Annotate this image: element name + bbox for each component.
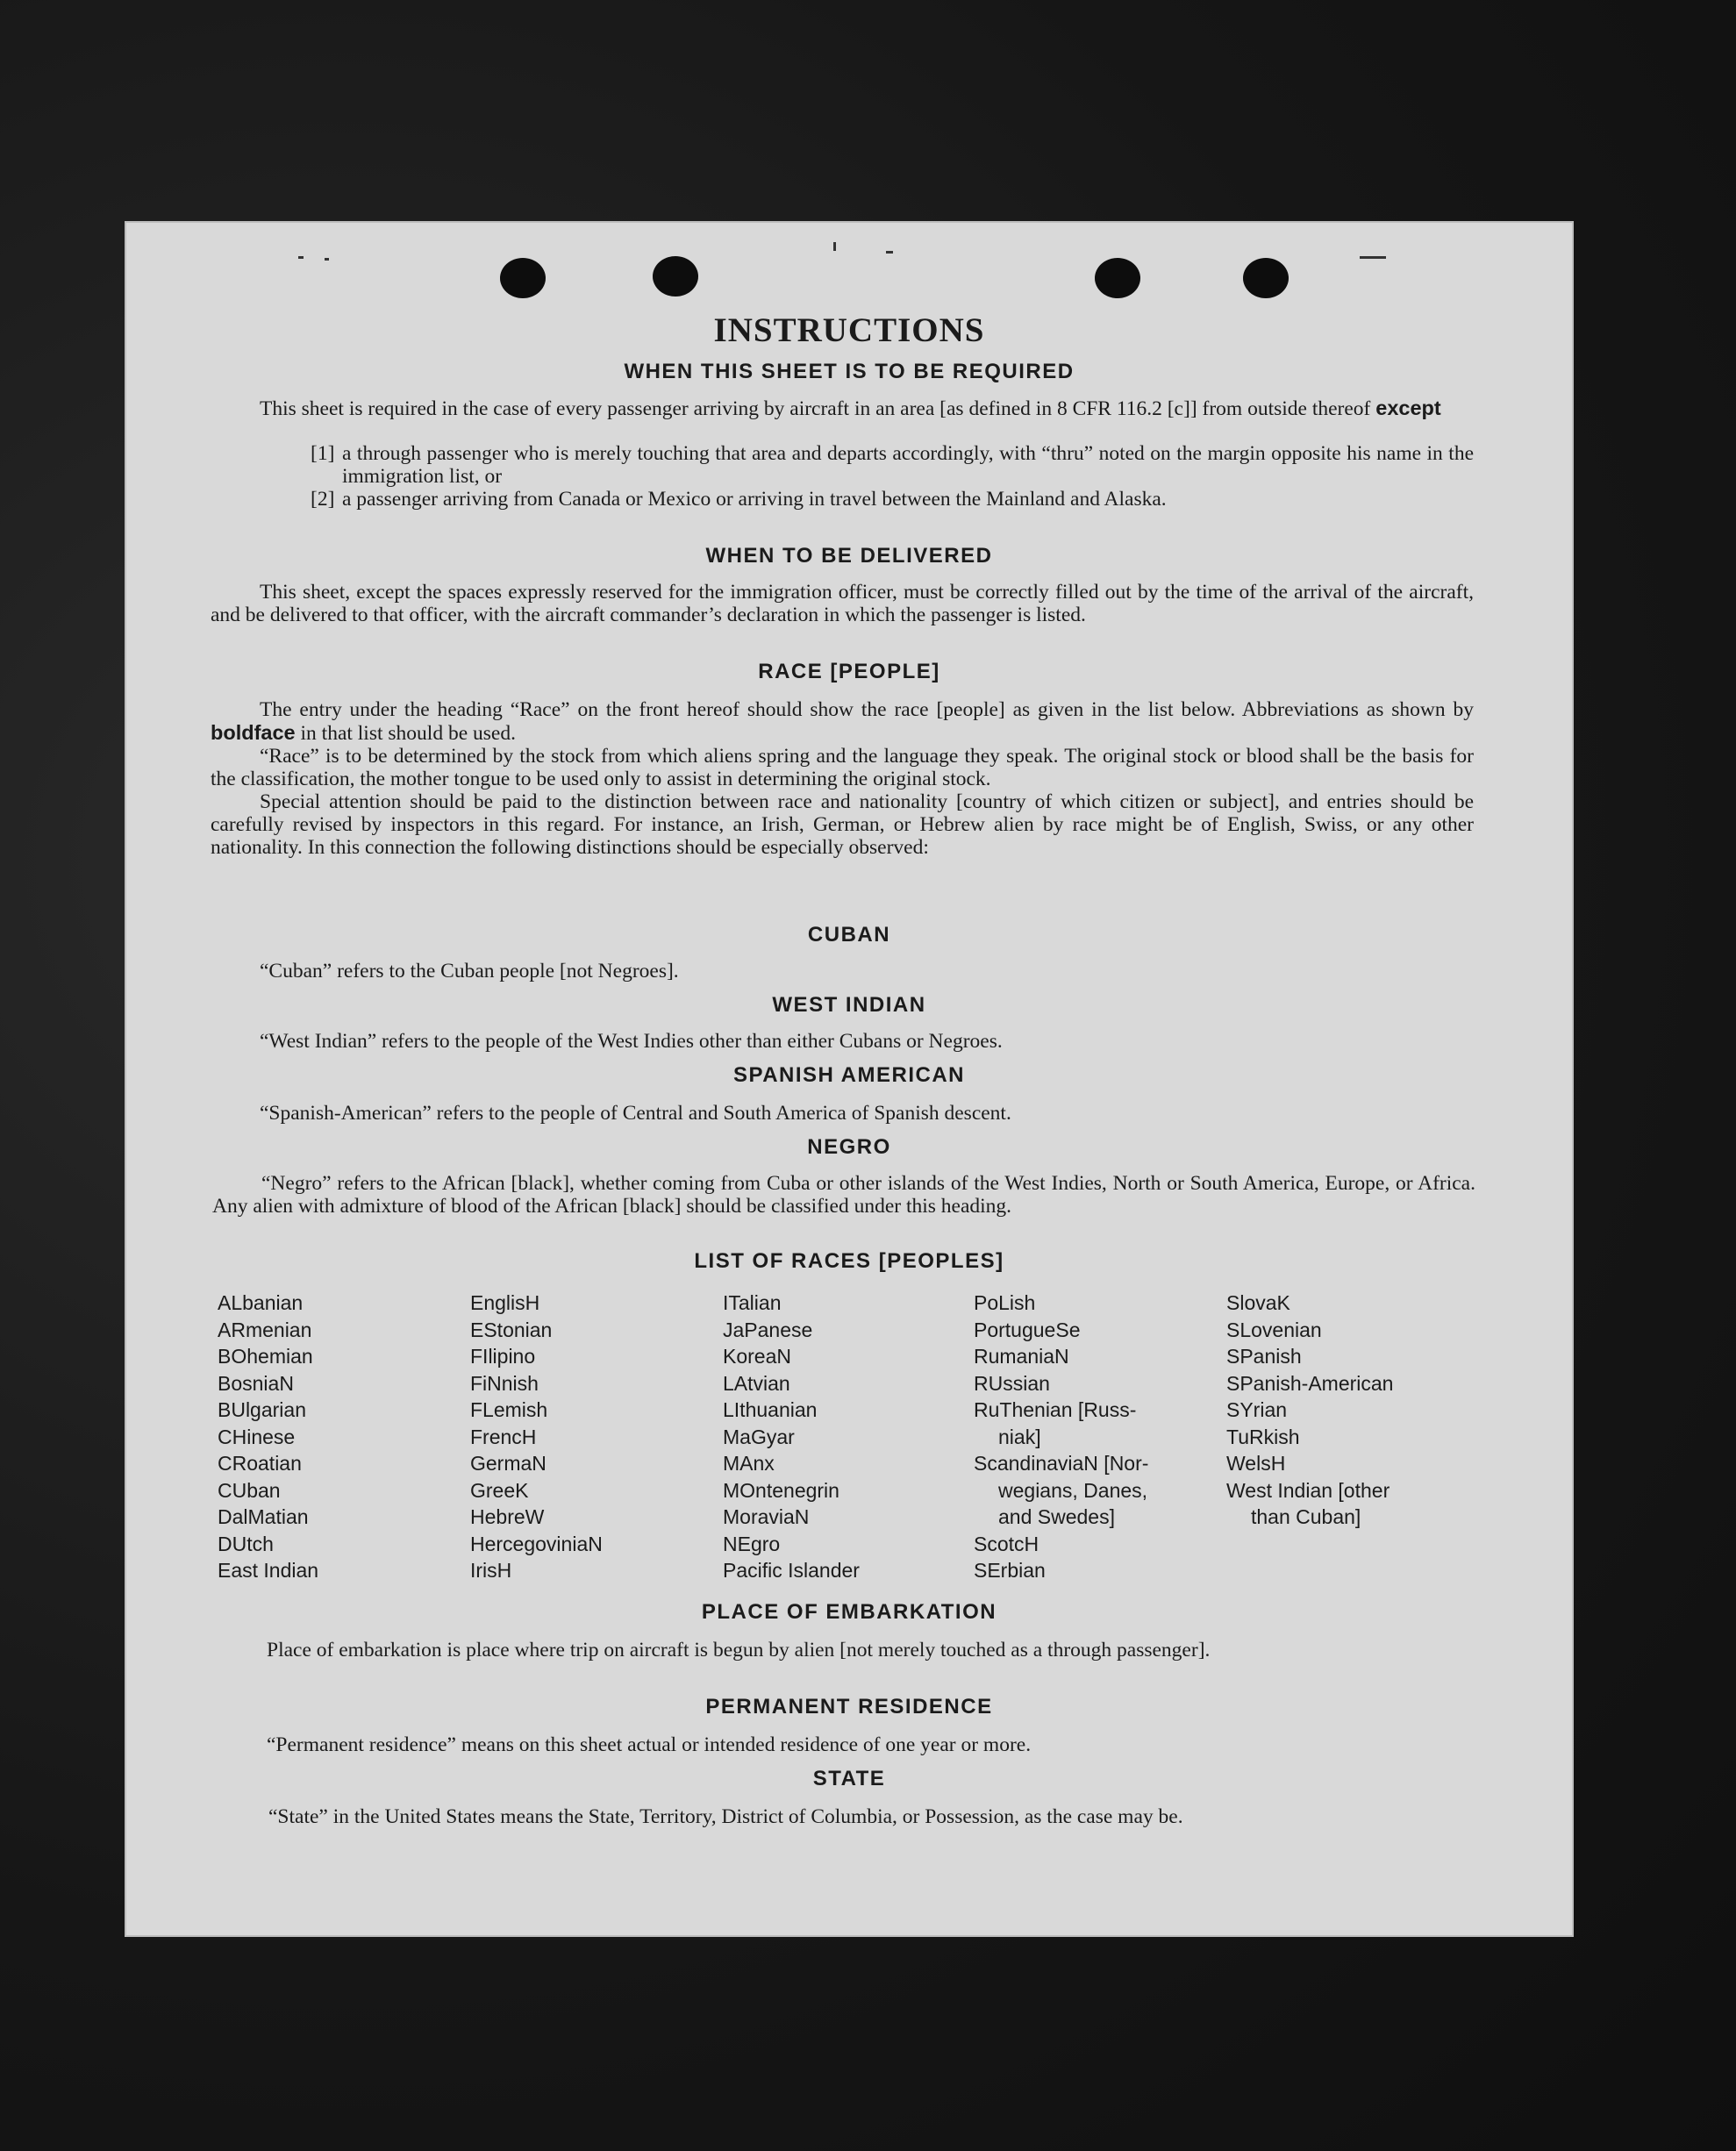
heading-when-required: WHEN THIS SHEET IS TO BE REQUIRED xyxy=(624,360,1075,383)
race-entry: HercegoviniaN xyxy=(470,1532,603,1555)
race-column xyxy=(1226,1290,1393,1531)
heading-spanish-american: SPANISH AMERICAN xyxy=(732,1063,965,1087)
race-entry: niak] xyxy=(998,1425,1041,1448)
race-p3: Special attention should be paid to the distinction between race and nationality [country of which citizen or subject], and entries should be carefully revised by inspectors in this regard. For instance, an Irish, German, or Hebrew alien by race might be of English, Swiss, or any other nationality. In this connection the following distinctions should be especially observed: xyxy=(211,790,1474,859)
delivered-paragraph: This sheet, except the spaces expressly reserved for the immigration officer, must be correctly filled out by the time of the arrival of the aircraft, and be delivered to that officer, with the aircraft commander’s declaration in which the passenger is listed. xyxy=(211,581,1474,626)
scan-speck xyxy=(325,258,329,261)
heading-cuban: CUBAN xyxy=(807,923,891,947)
race-entry: KoreaN xyxy=(723,1345,791,1368)
heading-list-of-races: LIST OF RACES [PEOPLES] xyxy=(694,1249,1004,1273)
race-entry: BosniaN xyxy=(218,1371,294,1395)
instruction-sheet xyxy=(125,221,1574,1937)
punch-hole xyxy=(500,258,546,298)
race-entry: FrencH xyxy=(470,1425,537,1448)
race-entry: SlovaK xyxy=(1226,1291,1290,1314)
heading-west-indian: WEST INDIAN xyxy=(772,993,926,1017)
race-column xyxy=(723,1290,860,1584)
embarkation-paragraph: Place of embarkation is place where trip on aircraft is begun by alien [not merely touched as a through passenger]. xyxy=(267,1639,1211,1661)
race-entry: FiNnish xyxy=(470,1371,539,1395)
race-entry: PortugueSe xyxy=(974,1318,1081,1341)
race-entry: PoLish xyxy=(974,1291,1036,1314)
exception-item-2 xyxy=(311,488,1474,511)
race-entry: HebreW xyxy=(470,1505,545,1528)
race-column xyxy=(218,1290,318,1584)
west-indian-text xyxy=(211,1030,1474,1053)
intro-except: except xyxy=(1375,397,1441,419)
race-p2: “Race” is to be determined by the stock from which aliens spring and the language they speak. The original stock or blood shall be the basis for the classification, the mother tongue to be used only to assist in determining the original stock. xyxy=(211,745,1474,790)
residence-paragraph: “Permanent residence” means on this sheet actual or intended residence of one year or more. xyxy=(267,1733,1032,1756)
race-entry: and Swedes] xyxy=(998,1505,1115,1528)
race-entry: CRoatian xyxy=(218,1452,302,1475)
race-entry: CUban xyxy=(218,1478,281,1502)
item-text: a through passenger who is merely touching that area and departs accordingly, with “thru” noted on the margin opposite his name in the immigration list, or xyxy=(342,442,1474,488)
race-column xyxy=(974,1290,1148,1584)
spanish-american-paragraph: “Spanish-American” refers to the people of Central and South America of Spanish descent. xyxy=(260,1102,1011,1125)
race-column xyxy=(470,1290,603,1584)
race-entry: MoraviaN xyxy=(723,1505,810,1528)
residence-text xyxy=(218,1733,1481,1756)
punch-hole xyxy=(1243,258,1289,298)
race-entry: LAtvian xyxy=(723,1371,790,1395)
heading-when-delivered: WHEN TO BE DELIVERED xyxy=(705,544,993,568)
document-title: INSTRUCTIONS xyxy=(713,311,985,349)
race-entry: FLemish xyxy=(470,1398,548,1421)
exception-item-1 xyxy=(311,442,1474,488)
race-entry: GermaN xyxy=(470,1452,547,1475)
race-entry: ARmenian xyxy=(218,1318,312,1341)
race-entry: SYrian xyxy=(1226,1398,1288,1421)
when-delivered-text xyxy=(211,581,1474,626)
item-number: [1] xyxy=(311,442,335,465)
punch-hole xyxy=(653,256,698,297)
race-entry: MOntenegrin xyxy=(723,1478,839,1502)
race-entry: SErbian xyxy=(974,1559,1046,1582)
race-entry: GreeK xyxy=(470,1478,529,1502)
race-entry: West Indian [other xyxy=(1226,1478,1390,1502)
race-entry: RUssian xyxy=(974,1371,1050,1395)
race-entry: CHinese xyxy=(218,1425,296,1448)
race-entry: BOhemian xyxy=(218,1345,313,1368)
punch-hole xyxy=(1095,258,1140,298)
state-paragraph: “State” in the United States means the State, Territory, District of Columbia, or Possession, as the case may be. xyxy=(268,1805,1183,1828)
race-entry: NEgro xyxy=(723,1532,781,1555)
intro-text: This sheet is required in the case of every passenger arriving by aircraft in an area [as defined in 8 CFR 116.2 [c]] from outside thereof xyxy=(260,397,1371,420)
race-entry: BUlgarian xyxy=(218,1398,306,1421)
scan-speck xyxy=(1360,256,1386,259)
race-p1-a: The entry under the heading “Race” on the front hereof should show the race [people] as given in the list below. Abbreviations as shown by xyxy=(260,698,1474,721)
scan-speck xyxy=(833,242,836,251)
race-entry: EStonian xyxy=(470,1318,553,1341)
race-entry: ALbanian xyxy=(218,1291,304,1314)
race-entry: IrisH xyxy=(470,1559,512,1582)
race-entry: SPanish-American xyxy=(1226,1371,1394,1395)
heading-race: RACE [PEOPLE] xyxy=(758,660,940,683)
race-entry: than Cuban] xyxy=(1251,1505,1361,1528)
heading-residence: PERMANENT RESIDENCE xyxy=(705,1695,993,1719)
embarkation-text xyxy=(218,1639,1481,1661)
race-paragraphs xyxy=(211,698,1474,859)
spanish-american-text xyxy=(211,1102,1474,1125)
race-entry: WelsH xyxy=(1226,1452,1286,1475)
cuban-paragraph: “Cuban” refers to the Cuban people [not Negroes]. xyxy=(260,960,679,983)
race-entry: ScandinaviaN [Nor- xyxy=(974,1452,1149,1475)
heading-negro: NEGRO xyxy=(807,1135,891,1159)
race-entry: DalMatian xyxy=(218,1505,309,1528)
race-entry: wegians, Danes, xyxy=(998,1478,1148,1502)
race-entry: EnglisH xyxy=(470,1291,540,1314)
race-entry: SLovenian xyxy=(1226,1318,1322,1341)
scan-speck xyxy=(298,256,304,259)
race-entry: ScotcH xyxy=(974,1532,1039,1555)
race-entry: FIlipino xyxy=(470,1345,536,1368)
race-entry: ITalian xyxy=(723,1291,782,1314)
race-entry: TuRkish xyxy=(1226,1425,1300,1448)
race-list xyxy=(218,1290,1586,1588)
heading-state: STATE xyxy=(812,1767,886,1790)
negro-paragraph: “Negro” refers to the African [black], whether coming from Cuba or other islands of the West Indies, North or South America, Europe, or Africa. Any alien with admixture of blood of the African [black] should be classified under this heading. xyxy=(212,1172,1475,1218)
race-entry: East Indian xyxy=(218,1559,319,1582)
item-number: [2] xyxy=(311,488,335,511)
race-entry: LIthuanian xyxy=(723,1398,818,1421)
race-entry: MAnx xyxy=(723,1452,775,1475)
race-entry: DUtch xyxy=(218,1532,274,1555)
race-entry: RuThenian [Russ- xyxy=(974,1398,1137,1421)
race-entry: SPanish xyxy=(1226,1345,1302,1368)
when-required-intro xyxy=(211,397,1474,420)
race-entry: MaGyar xyxy=(723,1425,795,1448)
state-text xyxy=(219,1805,1482,1828)
negro-text xyxy=(212,1172,1475,1218)
scan-speck xyxy=(886,251,893,254)
race-entry: Pacific Islander xyxy=(723,1559,860,1582)
west-indian-paragraph: “West Indian” refers to the people of the West Indies other than either Cubans or Negroes. xyxy=(260,1030,1003,1053)
heading-embarkation: PLACE OF EMBARKATION xyxy=(701,1600,997,1624)
race-entry: JaPanese xyxy=(723,1318,813,1341)
race-p1-boldface: boldface xyxy=(211,721,296,744)
item-text: a passenger arriving from Canada or Mexico or arriving in travel between the Mainland and Alaska. xyxy=(342,488,1167,511)
race-entry: RumaniaN xyxy=(974,1345,1069,1368)
cuban-text xyxy=(211,960,1474,983)
race-p1-b: in that list should be used. xyxy=(300,722,516,745)
